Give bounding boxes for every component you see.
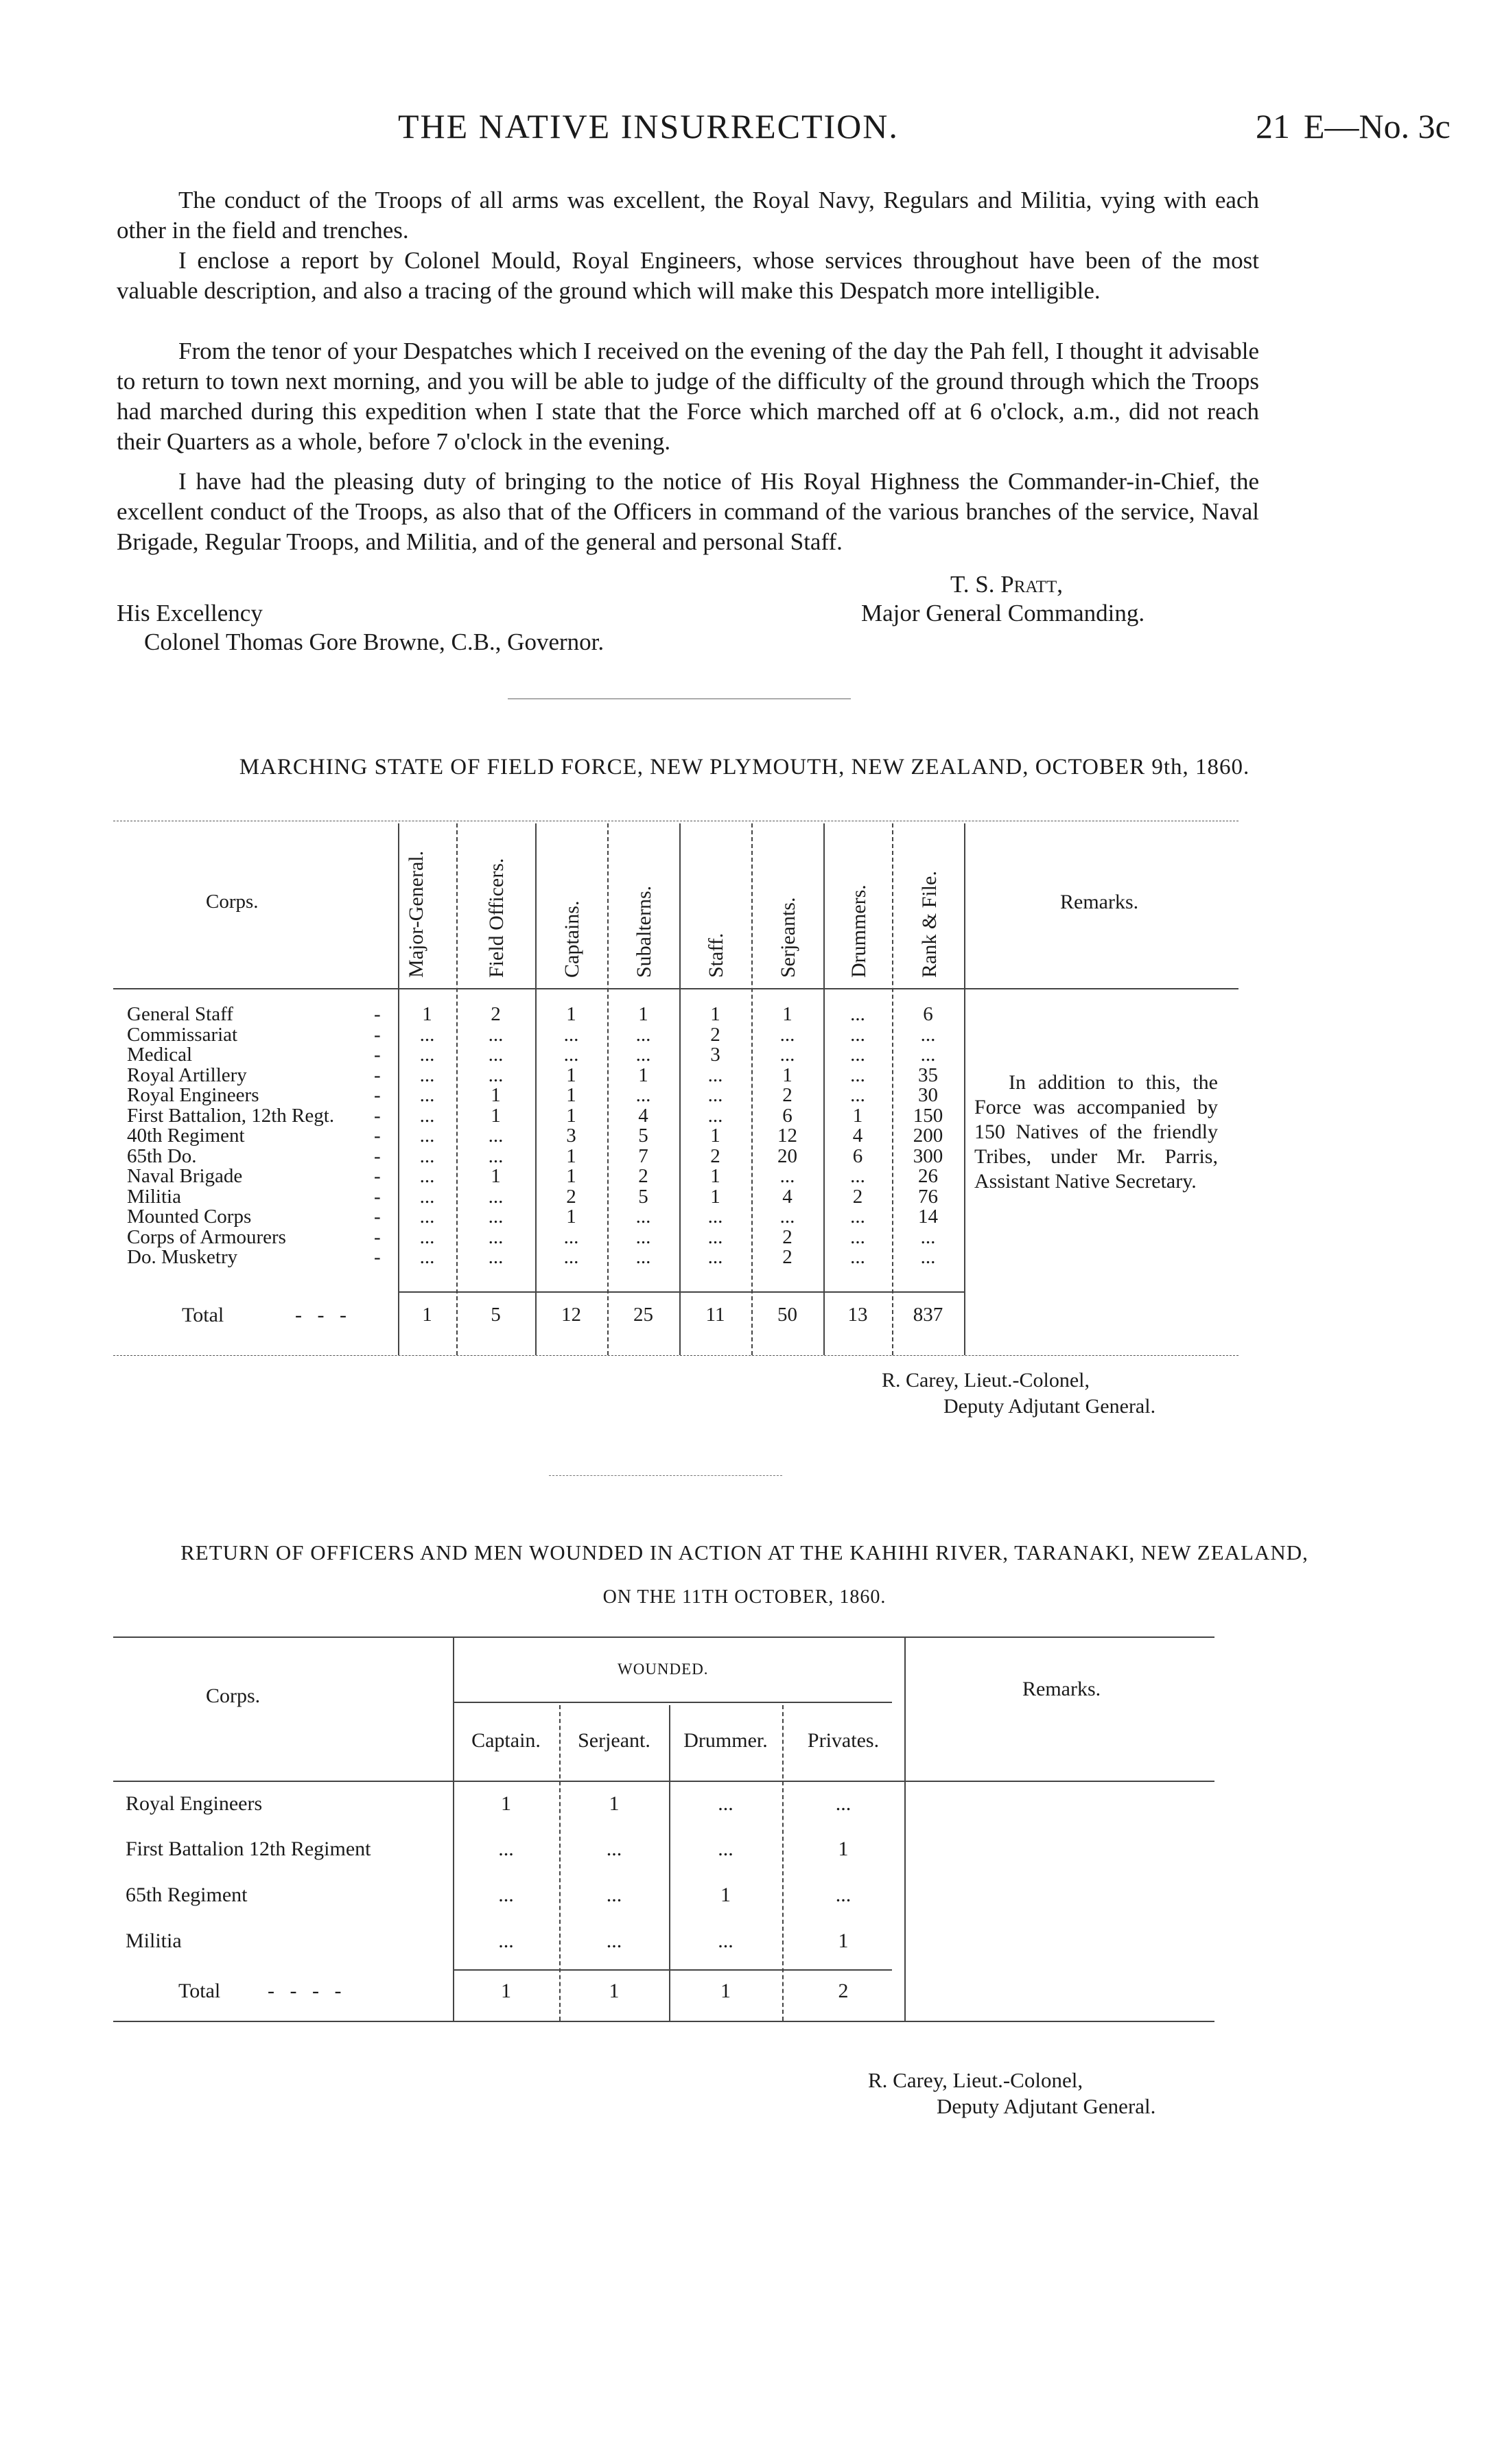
table-cell: 6 [782,1104,793,1127]
table-cell: ... [920,1023,936,1046]
table-row-corps: 65th Do. [127,1145,197,1167]
table-cell: ... [498,1838,514,1860]
table-cell: ... [850,1246,865,1268]
table-cell: ... [419,1206,435,1228]
table-cell: ... [707,1104,723,1127]
table-cell: 1 [609,1792,620,1815]
table-cell: ... [779,1044,795,1066]
table-cell: 2 [782,1246,793,1268]
column-header-serjeant: Serjeant. [578,1729,650,1752]
table-cell: 4 [852,1125,863,1147]
table-cell: 1 [838,1929,849,1952]
table-row-corps: Corps of Armourers [127,1225,286,1248]
table-cell: ... [779,1165,795,1187]
table-row-corps: Naval Brigade [127,1165,243,1187]
wounded-total-label: Total [178,1980,221,2002]
table-cell: ... [563,1044,579,1066]
table-row-corps: Militia [127,1185,181,1208]
table-cell: 1 [638,1064,648,1086]
table-cell: ... [419,1084,435,1106]
page-number: 21 [1256,107,1290,145]
table-cell: 1 [491,1165,501,1187]
column-header-drummers: Drummers. [847,884,870,978]
table-cell: ... [779,1023,795,1046]
table-cell: ... [718,1929,733,1952]
table-cell: 1 [422,1003,432,1025]
table-row-corps: Do. Musketry [127,1246,238,1268]
table-cell: ... [707,1084,723,1106]
column-header-captain: Captain. [471,1729,541,1752]
table-cell: ... [419,1044,435,1066]
table-cell: 2 [782,1225,793,1248]
marching-signatory-title: Deputy Adjutant General. [943,1395,1156,1418]
corps-column-header: Corps. [206,891,259,913]
table-cell: 200 [913,1125,943,1147]
table-cell: 6 [852,1145,863,1167]
table-cell: ... [635,1084,651,1106]
total-cell: 5 [491,1304,501,1326]
table-cell: 2 [782,1084,793,1106]
table-cell: ... [498,1929,514,1952]
table-row-corps: 40th Regiment [127,1125,245,1147]
table-cell: 26 [918,1165,938,1187]
table-cell: ... [850,1084,865,1106]
table-row-corps: Mounted Corps [127,1206,252,1228]
table-cell: 2 [710,1023,720,1046]
table-cell: ... [850,1064,865,1086]
table-cell: 1 [491,1084,501,1106]
column-header-field-officers: Field Officers. [485,858,508,978]
paragraph-3: From the tenor of your Despatches which I received on the evening of the day the Pah fell, I thought it advisable to return to town next morning, and you will be able to judge of the difficulty of the ground through which the Troops had marched during this expedition when I state that the Force which marched off at 6 o'clock, a.m., did not reach their Quarters as a whole, before 7 o'clock in the evening. [117,338,1259,455]
table-cell: 1 [638,1003,648,1025]
table-row-corps: First Battalion 12th Regiment [126,1838,371,1860]
table-row-corps: Royal Engineers [127,1084,259,1106]
table-row-corps: 65th Regiment [126,1884,248,1906]
table-cell: ... [488,1023,504,1046]
table-cell: ... [488,1145,504,1167]
column-header-privates: Privates. [807,1729,880,1752]
paragraph-4: I have had the pleasing duty of bringing to the notice of His Royal Highness the Commander-in-Chief, the excellent conduct of the Troops, as also that of the Officers in command of the various branches of the service, Naval Brigade, Regular Troops, and Militia, and of the general and personal Staff. [117,468,1259,555]
table-cell: ... [635,1246,651,1268]
table-cell: ... [707,1246,723,1268]
signatory-name: T. S. Pratt, [950,571,1063,598]
table-cell: ... [419,1185,435,1208]
total-cell: 1 [422,1304,432,1326]
table-cell: ... [488,1185,504,1208]
table-cell: ... [606,1838,622,1860]
table-cell: 1 [710,1165,720,1187]
column-header-captains: Captains. [561,900,583,978]
wounded-remarks-header: Remarks. [1022,1678,1101,1700]
wounded-return-date: ON THE 11TH OCTOBER, 1860. [602,1586,887,1608]
marching-state-caption: MARCHING STATE OF FIELD FORCE, NEW PLYMOUTH, NEW ZEALAND, OCTOBER 9th, 1860. [239,755,1250,779]
table-cell: 1 [852,1104,863,1127]
table-cell: 1 [566,1206,576,1228]
paragraph-1: The conduct of the Troops of all arms was excellent, the Royal Navy, Regulars and Militia, vying with each other in the field and trenches. [117,187,1259,244]
table-cell: 14 [918,1206,938,1228]
wounded-signatory-title: Deputy Adjutant General. [937,2094,1156,2118]
table-cell: ... [419,1145,435,1167]
table-cell: ... [419,1104,435,1127]
table-cell: ... [419,1125,435,1147]
column-header-drummer: Drummer. [683,1729,768,1752]
table-row-corps: General Staff [127,1003,233,1025]
table-cell: ... [419,1225,435,1248]
total-cell: 50 [777,1304,797,1326]
table-cell: ... [850,1003,865,1025]
table-cell: ... [707,1064,723,1086]
table-cell: ... [707,1225,723,1248]
table-cell: ... [635,1206,651,1228]
table-cell: ... [635,1044,651,1066]
document-reference: E—No. 3c [1304,107,1451,145]
table-cell: 1 [838,1838,849,1860]
table-cell: 2 [566,1185,576,1208]
total-cell: 837 [913,1304,943,1326]
table-cell: ... [488,1125,504,1147]
table-cell: ... [779,1206,795,1228]
table-cell: ... [419,1023,435,1046]
total-cell: 1 [501,1980,511,2002]
table-cell: 2 [638,1165,648,1187]
table-cell: ... [920,1225,936,1248]
column-header-serjeants: Serjeants. [777,897,799,978]
table-cell: 1 [566,1165,576,1187]
table-cell: ... [635,1023,651,1046]
remarks-column-header: Remarks. [1060,891,1139,913]
table-row-corps: Royal Engineers [126,1792,263,1815]
page-title: THE NATIVE INSURRECTION. [398,107,899,145]
table-cell: 4 [638,1104,648,1127]
column-header-subalterns: Subalterns. [633,885,655,978]
column-header-staff: Staff. [705,932,727,978]
table-cell: 76 [918,1185,938,1208]
table-cell: 1 [710,1003,720,1025]
table-cell: 12 [777,1125,797,1147]
total-cell: 1 [720,1980,731,2002]
addressee-line-2: Colonel Thomas Gore Browne, C.B., Governor. [144,629,604,655]
table-cell: 2 [852,1185,863,1208]
header-bottom-rule [113,988,1238,989]
total-cell: 2 [838,1980,849,2002]
table-cell: 1 [566,1104,576,1127]
table-cell: ... [419,1165,435,1187]
table-cell: ... [488,1206,504,1228]
paragraph-2: I enclose a report by Colonel Mould, Royal Engineers, whose services throughout have been of the most valuable description, and also a tracing of the ground which will make this Despatch more intelligible. [117,247,1259,304]
table-cell: ... [606,1884,622,1906]
table-cell: 6 [923,1003,933,1025]
marching-signatory-name: R. Carey, Lieut.-Colonel, [882,1369,1090,1392]
table-cell: 150 [913,1104,943,1127]
table-cell: 2 [491,1003,501,1025]
table-bottom-rule [113,1355,1238,1356]
total-cell: 11 [705,1304,725,1326]
table-cell: ... [920,1246,936,1268]
table-cell: ... [563,1023,579,1046]
total-separator-rule [398,1291,964,1293]
table-cell: 35 [918,1064,938,1086]
table-cell: ... [718,1792,733,1815]
total-label: Total [182,1304,224,1326]
table-cell: ... [488,1044,504,1066]
table-cell: 5 [638,1185,648,1208]
table-cell: 2 [710,1145,720,1167]
wounded-signatory-name: R. Carey, Lieut.-Colonel, [868,2068,1083,2092]
table-cell: ... [718,1838,733,1860]
table-cell: 3 [710,1044,720,1066]
table-cell: ... [419,1064,435,1086]
table-cell: 7 [638,1145,648,1167]
table-cell: ... [488,1064,504,1086]
addressee-line-1: His Excellency [117,600,263,626]
remarks-note: In addition to this, the Force was accompanied by 150 Natives of the friendly Tribes, under Mr. Parris, Assistant Native Secretary. [974,1071,1218,1193]
table-row-corps: Royal Artillery [127,1064,247,1086]
total-cell: 1 [609,1980,620,2002]
table-cell: 1 [566,1145,576,1167]
table-cell: ... [635,1225,651,1248]
table-cell: 4 [782,1185,793,1208]
table-cell: ... [850,1225,865,1248]
table-cell: ... [850,1206,865,1228]
table-cell: 1 [710,1185,720,1208]
table-cell: 1 [501,1792,511,1815]
table-cell: ... [488,1246,504,1268]
table-cell: 1 [566,1084,576,1106]
table-cell: ... [563,1225,579,1248]
table-row-corps: First Battalion, 12th Regt. [127,1104,335,1127]
column-header-rank-and-file: Rank & File. [918,871,941,978]
table-cell: ... [835,1792,852,1815]
table-cell: ... [419,1246,435,1268]
table-cell: ... [835,1884,852,1906]
table-cell: ... [606,1929,622,1952]
wounded-corps-header: Corps. [206,1685,261,1707]
total-cell: 25 [633,1304,653,1326]
table-cell: 1 [720,1884,731,1906]
wounded-group-header: WOUNDED. [618,1661,709,1678]
table-cell: ... [563,1246,579,1268]
table-cell: 300 [913,1145,943,1167]
section-divider [549,1475,782,1476]
table-cell: 3 [566,1125,576,1147]
table-cell: ... [707,1206,723,1228]
table-cell: 1 [566,1064,576,1086]
total-cell: 12 [561,1304,581,1326]
table-cell: 1 [491,1104,501,1127]
table-cell: ... [920,1044,936,1066]
signatory-title: Major General Commanding. [861,600,1145,626]
table-row-corps: Militia [126,1929,182,1952]
table-cell: 1 [710,1125,720,1147]
table-row-corps: Medical [127,1044,193,1066]
table-cell: 30 [918,1084,938,1106]
table-cell: ... [850,1023,865,1046]
table-cell: ... [488,1225,504,1248]
table-cell: ... [850,1044,865,1066]
table-cell: 5 [638,1125,648,1147]
table-cell: 1 [566,1003,576,1025]
wounded-return-caption: RETURN OF OFFICERS AND MEN WOUNDED IN ACTION AT THE KAHIHI RIVER, TARANAKI, NEW ZEALAND, [180,1540,1308,1564]
total-cell: 13 [847,1304,868,1326]
table-cell: ... [850,1165,865,1187]
table-cell: 1 [782,1003,793,1025]
table-cell: 1 [782,1064,793,1086]
column-header-major-general: Major-General. [405,850,427,978]
table-cell: ... [498,1884,514,1906]
table-row-corps: Commissariat [127,1023,238,1046]
table-cell: 20 [777,1145,797,1167]
